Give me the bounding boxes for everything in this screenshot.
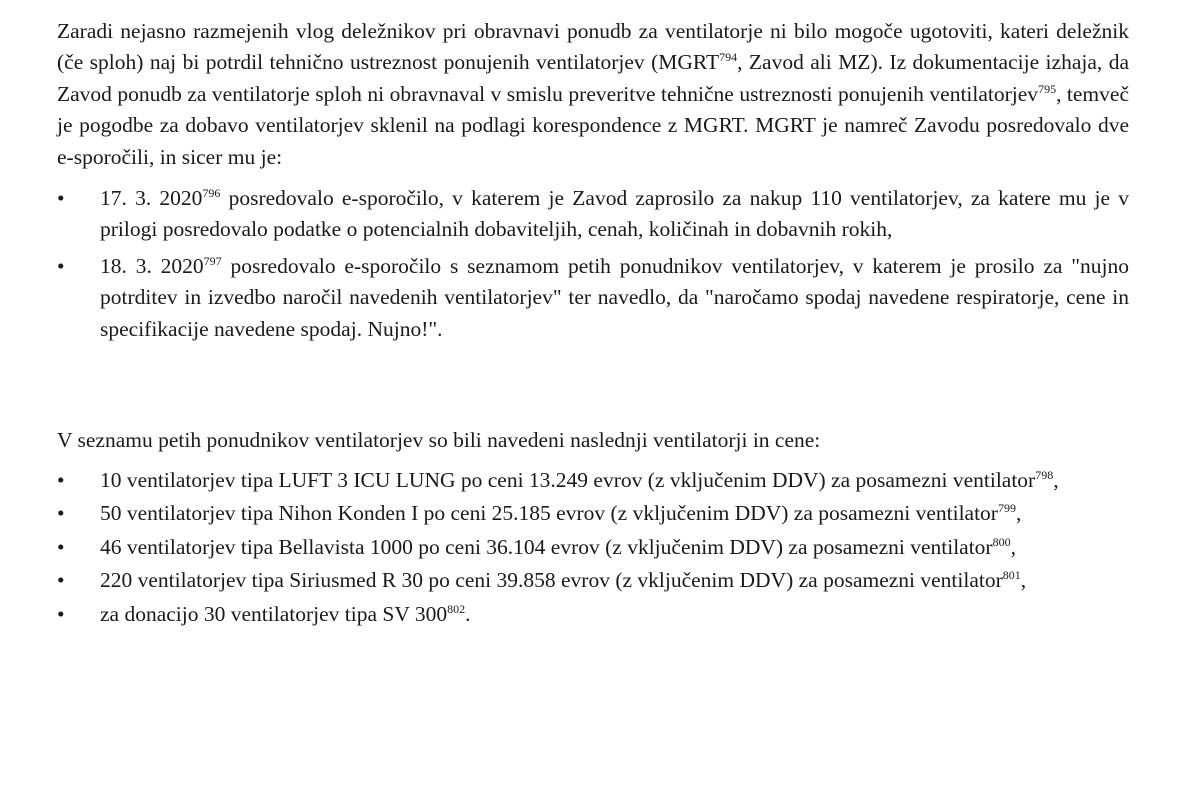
footnote-ref: 800 — [992, 534, 1011, 549]
item-text: 220 ventilatorjev tipa Siriusmed R 30 po ceni 39.858 evrov (z vključenim DDV) za posamezni ventilator — [100, 568, 1003, 593]
list-item — [57, 532, 1129, 563]
bullet-icon: • — [57, 186, 65, 210]
list-item — [57, 251, 1129, 345]
footnote-ref: 795 — [1038, 81, 1057, 96]
bullet-icon: • — [57, 501, 65, 526]
item-tail: . — [465, 601, 471, 626]
list-item — [57, 183, 1129, 246]
item-text: za donacijo 30 ventilatorjev tipa SV 300 — [100, 601, 448, 626]
item-text: 50 ventilatorjev tipa Nihon Konden I po ceni 25.185 evrov (z vključenim DDV) za posamezni ventilator — [100, 501, 998, 526]
list-item — [57, 465, 1129, 496]
item-tail: , — [1010, 534, 1016, 559]
item-date: 18. 3. 2020 — [100, 253, 204, 278]
bullet-icon: • — [57, 253, 65, 278]
bullet-icon: • — [57, 568, 65, 593]
item-text: posredovalo e-sporočilo s seznamom petih ponudnikov ventilatorjev, v katerem je prosilo za "nujno potrditev in izvedbo naročil navedenih ventilatorjev" ter navedlo, da "naročamo spodaj navedene respiratorje, cene in specifikacije navedene spodaj. Nujno!". — [100, 253, 1129, 341]
paragraph-text: Zaradi nejasno razmejenih vlog deležnikov pri obravnavi ponudb za ventilatorje ni bilo mogoče ugotoviti, kateri deležnik (če sploh) naj bi potrdil tehnično ustreznost ponujenih ventilatorjev (MGRT — [57, 19, 1129, 75]
list-item — [57, 565, 1129, 596]
item-tail: , — [1015, 501, 1022, 526]
list-intro-paragraph: V seznamu petih ponudnikov ventilatorjev so bili navedeni naslednji ventilatorji in cene: — [57, 428, 821, 452]
footnote-ref: 794 — [719, 50, 738, 65]
item-tail: , — [1020, 568, 1027, 593]
footnote-ref: 801 — [1002, 568, 1021, 583]
email-list — [57, 183, 1129, 350]
bullet-icon: • — [57, 534, 65, 559]
item-text: 46 ventilatorjev tipa Bellavista 1000 po ceni 36.104 evrov (z vključenim DDV) za posamezni ventilator — [100, 534, 993, 559]
bullet-icon: • — [57, 601, 65, 626]
paragraph-text: , temveč je pogodbe za dobavo ventilatorjev sklenil na podlagi korespondence z MGRT. MGRT je namreč Zavodu posredovalo dve e-sporočili, in sicer mu je: — [57, 81, 1129, 169]
paragraph-text: , Zavod ali MZ). Iz dokumentacije izhaja, da Zavod ponudb za ventilatorje sploh ni obravnaval v smislu preveritve tehnične ustreznosti ponujenih ventilatorjev — [57, 50, 1129, 106]
ventilator-list — [57, 465, 1129, 632]
item-date: 17. 3. 2020 — [100, 186, 203, 210]
footnote-ref: 798 — [1035, 468, 1054, 482]
bullet-icon: • — [57, 468, 65, 492]
item-tail: , — [1053, 468, 1059, 492]
footnote-ref: 797 — [203, 253, 222, 268]
footnote-ref: 796 — [202, 186, 221, 200]
footnote-ref: 802 — [447, 601, 466, 616]
list-item — [57, 599, 1129, 630]
footnote-ref: 799 — [997, 501, 1016, 516]
item-text: posredovalo e-sporočilo, v katerem je Zavod zaprosilo za nakup 110 ventilatorjev, za katere mu je v prilogi posredovalo podatke o potencialnih dobaviteljih, cenah, količinah in dobavnih rokih, — [100, 186, 1130, 242]
intro-paragraph — [57, 16, 1129, 173]
item-text: 10 ventilatorjev tipa LUFT 3 ICU LUNG po ceni 13.249 evrov (z vključenim DDV) za posamezni ventilator — [100, 468, 1036, 492]
list-item — [57, 498, 1129, 529]
